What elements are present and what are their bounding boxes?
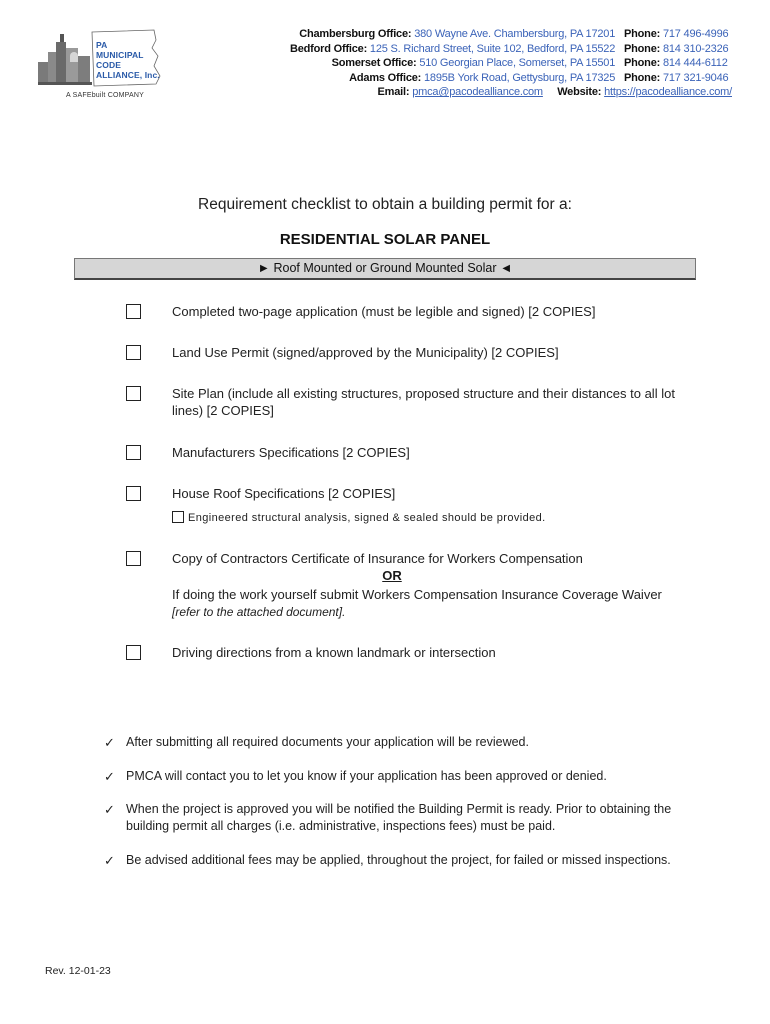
checklist-item-text: Land Use Permit (signed/approved by the Municipality) [2 COPIES]	[172, 345, 559, 360]
logo-line-4: ALLIANCE, Inc.	[96, 70, 160, 80]
info-note-text: Be advised additional fees may be applied, throughout the project, for failed or missed inspections.	[126, 853, 671, 867]
office-row-chambersburg	[290, 27, 732, 42]
phone-label: Phone:	[624, 28, 661, 40]
office-phone: 717 496-4996	[662, 28, 729, 40]
website-link[interactable]: https://pacodealliance.com/	[604, 86, 732, 99]
page-title: Requirement checklist to obtain a building permit for a:	[198, 196, 572, 213]
checklist-item-text: Driving directions from a known landmark or intersection	[172, 645, 496, 660]
office-contacts	[290, 27, 732, 100]
office-address: 510 Georgian Place, Somerset, PA 15501	[419, 57, 616, 70]
logo-tagline: A SAFEbuilt COMPANY	[66, 92, 144, 99]
or-divider: OR	[382, 568, 402, 583]
company-logo	[34, 26, 184, 106]
office-label: Bedford Office:	[290, 42, 368, 55]
checkbox[interactable]	[126, 486, 141, 501]
permit-type-title: RESIDENTIAL SOLAR PANEL	[279, 231, 491, 248]
revision-date: Rev. 12-01-23	[45, 965, 111, 977]
contact-row	[290, 85, 732, 100]
info-note-text: PMCA will contact you to let you know if your application has been approved or denied.	[126, 769, 607, 783]
office-phone: 814 444-6112	[662, 57, 728, 70]
office-address: 1895B York Road, Gettysburg, PA 17325	[423, 71, 616, 84]
phone-label: Phone:	[624, 57, 661, 70]
logo-line-3: CODE	[96, 60, 121, 70]
office-label: Adams Office:	[349, 71, 422, 84]
checklist-item-text: Manufacturers Specifications [2 COPIES]	[172, 445, 410, 460]
checklist-item-text: House Roof Specifications [2 COPIES]	[172, 486, 396, 501]
checkbox[interactable]	[126, 551, 141, 566]
alternative-text: If doing the work yourself submit Workers Compensation Insurance Coverage Waiver	[172, 587, 662, 602]
phone-label: Phone:	[624, 42, 661, 55]
checkmark-icon: ✓	[104, 735, 115, 750]
checkmark-icon: ✓	[104, 769, 115, 784]
checklist-item-text: Site Plan (include all existing structures, proposed structure and their distances to all lot lines) [2 COPIES]	[172, 386, 675, 418]
sub-note-text: Engineered structural analysis, signed & sealed should be provided.	[188, 512, 546, 524]
office-address: 380 Wayne Ave. Chambersburg, PA 17201	[414, 28, 616, 40]
checkmark-icon: ✓	[104, 802, 115, 817]
email-label: Email:	[377, 86, 410, 99]
checkbox[interactable]	[126, 386, 141, 401]
checklist-item-text: Copy of Contractors Certificate of Insurance for Workers Compensation	[172, 551, 583, 566]
alternative-note: [refer to the attached document].	[172, 605, 346, 619]
phone-label: Phone:	[624, 71, 661, 84]
email-link[interactable]: pmca@pacodealliance.com	[412, 86, 543, 99]
info-note-text: After submitting all required documents your application will be reviewed.	[126, 735, 529, 749]
sub-note	[172, 511, 546, 524]
office-address: 125 S. Richard Street, Suite 102, Bedford, PA 15522	[369, 42, 616, 55]
sub-checkbox[interactable]	[172, 511, 184, 523]
logo-line-1: PA	[96, 40, 108, 50]
checkbox[interactable]	[126, 445, 141, 460]
website-label: Website:	[557, 86, 602, 99]
office-row-bedford	[290, 42, 732, 57]
checkmark-icon: ✓	[104, 853, 115, 868]
office-row-adams	[290, 71, 732, 86]
office-label: Somerset Office:	[331, 57, 417, 70]
checkbox[interactable]	[126, 645, 141, 660]
office-label: Chambersburg Office:	[299, 28, 412, 40]
office-row-somerset	[290, 56, 732, 71]
checklist-item-text: Completed two-page application (must be legible and signed) [2 COPIES]	[172, 304, 596, 319]
checkbox[interactable]	[126, 304, 141, 319]
mount-type-banner: ► Roof Mounted or Ground Mounted Solar ◄	[74, 258, 696, 280]
checkbox[interactable]	[126, 345, 141, 360]
office-phone: 717 321-9046	[662, 71, 729, 84]
info-note-text: When the project is approved you will be notified the Building Permit is ready. Prior to obtaining the building permit all charges (i.e. administrative, inspections fees) must be paid.	[126, 802, 672, 833]
office-phone: 814 310-2326	[662, 42, 729, 55]
logo-line-2: MUNICIPAL	[96, 50, 144, 60]
